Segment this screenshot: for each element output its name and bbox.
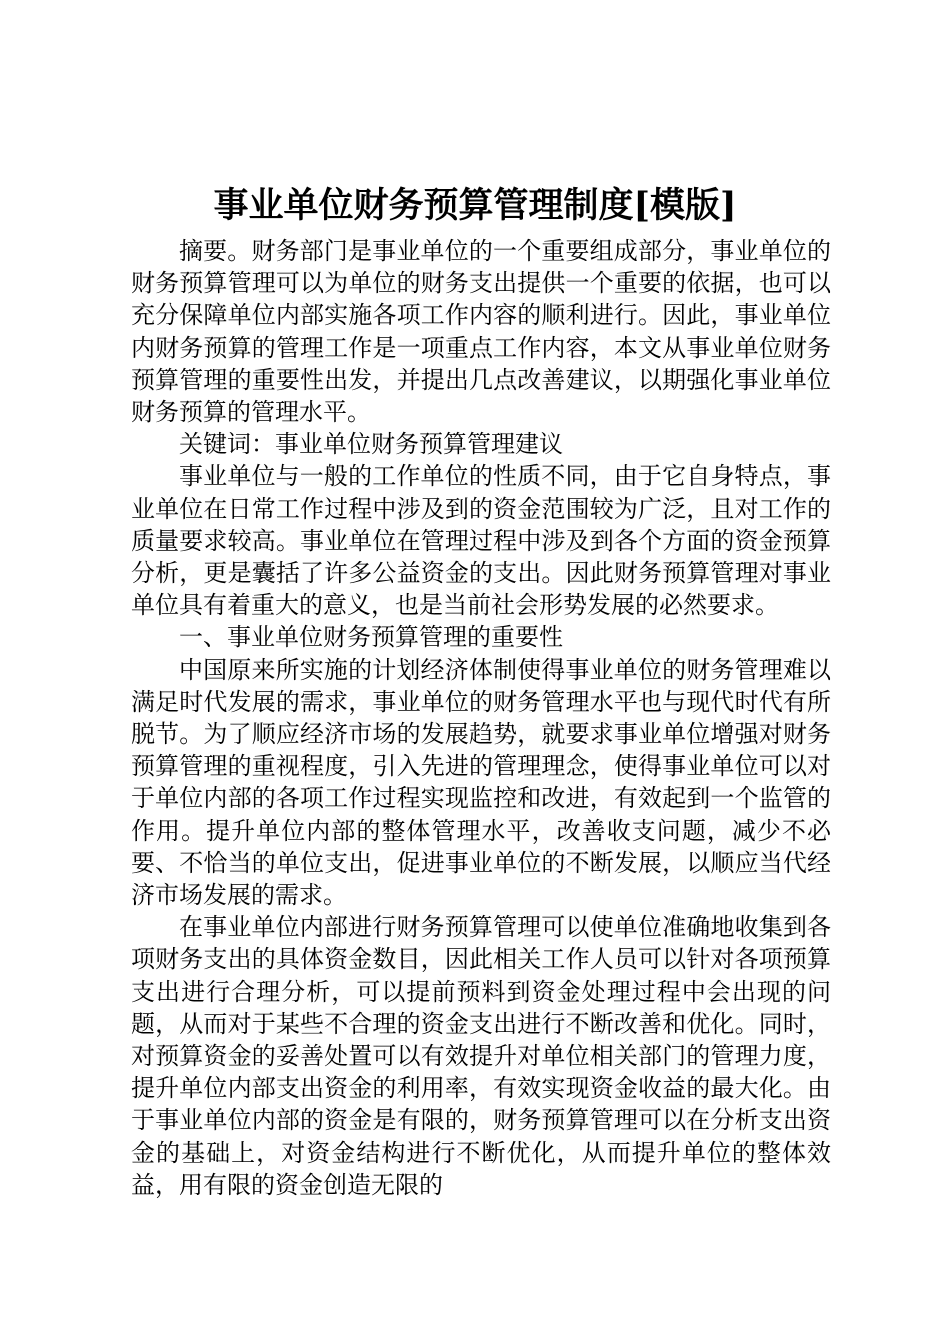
- body-paragraph: 中国原来所实施的计划经济体制使得事业单位的财务管理难以满足时代发展的需求，事业单位的财务管理水平也与现代时代有所脱节。为了顺应经济市场的发展趋势，就要求事业单位增强对财务预算管理的重视程度，引入先进的管理理念，使得事业单位可以对于单位内部的各项工作过程实现监控和改进，有效起到一个监管的作用。提升单位内部的整体管理水平，改善收支问题，减少不必要、不恰当的单位支出，促进事业单位的不断发展，以顺应当代经济市场发展的需求。: [131, 655, 831, 910]
- abstract-paragraph: 摘要。财务部门是事业单位的一个重要组成部分，事业单位的财务预算管理可以为单位的财务支出提供一个重要的依据，也可以充分保障单位内部实施各项工作内容的顺利进行。因此，事业单位内财务预算的管理工作是一项重点工作内容，本文从事业单位财务预算管理的重要性出发，并提出几点改善建议，以期强化事业单位财务预算的管理水平。: [131, 237, 831, 427]
- section-heading: 一、事业单位财务预算管理的重要性: [179, 623, 563, 652]
- intro-paragraph: 事业单位与一般的工作单位的性质不同，由于它自身特点，事业单位在日常工作过程中涉及到的资金范围较为广泛，且对工作的质量要求较高。事业单位在管理过程中涉及到各个方面的资金预算分析，更是囊括了许多公益资金的支出。因此财务预算管理对事业单位具有着重大的意义，也是当前社会形势发展的必然要求。: [131, 462, 831, 620]
- keywords-paragraph: 关键词：事业单位财务预算管理建议: [179, 430, 563, 459]
- document-body: [131, 235, 831, 1201]
- document-title: 事业单位财务预算管理制度[模版]: [213, 185, 737, 226]
- body-paragraph: 在事业单位内部进行财务预算管理可以使单位准确地收集到各项财务支出的具体资金数目，因此相关工作人员可以针对各项预算支出进行合理分析，可以提前预料到资金处理过程中会出现的问题，从而对于某些不合理的资金支出进行不断改善和优化。同时，对预算资金的妥善处置可以有效提升对单位相关部门的管理力度，提升单位内部支出资金的利用率，有效实现资金收益的最大化。由于事业单位内部的资金是有限的，财务预算管理可以在分析支出资金的基础上，对资金结构进行不断优化，从而提升单位的整体效益，用有限的资金创造无限的: [131, 913, 831, 1199]
